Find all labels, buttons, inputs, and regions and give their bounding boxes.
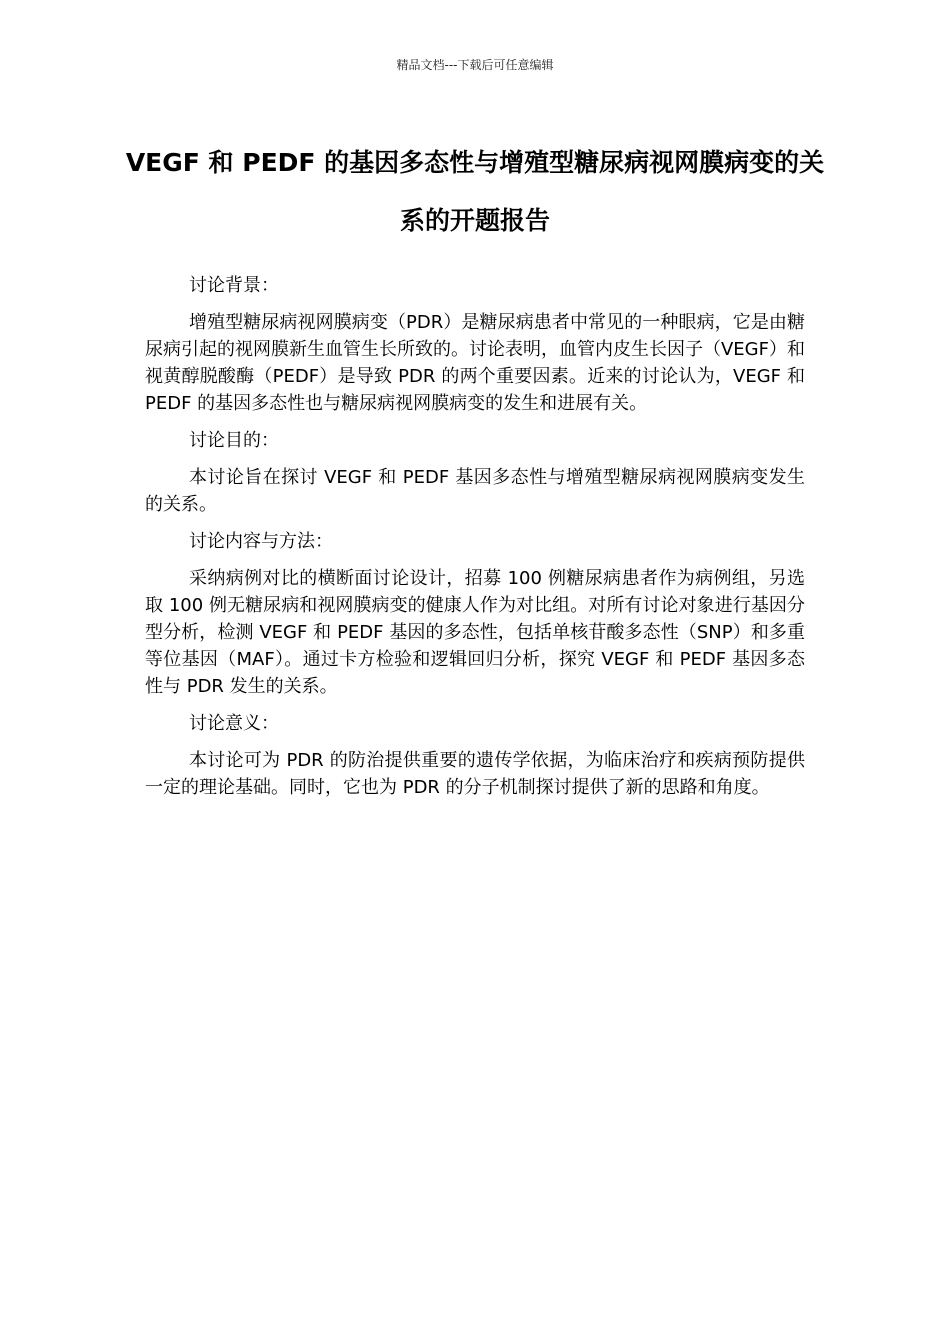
- document-body: [145, 272, 805, 811]
- document-title: VEGF 和 PEDF 的基因多态性与增殖型糖尿病视网膜病变的关系的开题报告: [125, 148, 825, 235]
- section-heading: 讨论目的：: [189, 430, 279, 451]
- section-methods: [145, 528, 805, 700]
- section-background: [145, 272, 805, 417]
- section-paragraph: 增殖型糖尿病视网膜病变（PDR）是糖尿病患者中常见的一种眼病，它是由糖尿病引起的视网膜新生血管生长所致的。讨论表明，血管内皮生长因子（VEGF）和视黄醇脱酸酶（PEDF）是导致 PDR 的两个重要因素。近来的讨论认为，VEGF 和 PEDF 的基因多态性也与糖尿病视网膜病变的发生和进展有关。: [145, 312, 805, 414]
- section-paragraph: 本讨论旨在探讨 VEGF 和 PEDF 基因多态性与增殖型糖尿病视网膜病变发生的关系。: [145, 467, 805, 515]
- section-paragraph: 本讨论可为 PDR 的防治提供重要的遗传学依据，为临床治疗和疾病预防提供一定的理论基础。同时，它也为 PDR 的分子机制探讨提供了新的思路和角度。: [145, 750, 805, 798]
- section-purpose: [145, 427, 805, 518]
- page-header: 精品文档---下载后可任意编辑: [396, 58, 554, 72]
- section-paragraph: 采纳病例对比的横断面讨论设计，招募 100 例糖尿病患者作为病例组，另选取 100 例无糖尿病和视网膜病变的健康人作为对比组。对所有讨论对象进行基因分型分析，检测 VEGF 和 PEDF 基因的多态性，包括单核苷酸多态性（SNP）和多重等位基因（MAF）。通过卡方检验和逻辑回归分析，探究 VEGF 和 PEDF 基因多态性与 PDR 发生的关系。: [145, 568, 805, 697]
- section-heading: 讨论意义：: [189, 713, 279, 734]
- section-heading: 讨论背景：: [189, 275, 279, 296]
- section-heading: 讨论内容与方法：: [189, 531, 333, 552]
- section-significance: [145, 710, 805, 801]
